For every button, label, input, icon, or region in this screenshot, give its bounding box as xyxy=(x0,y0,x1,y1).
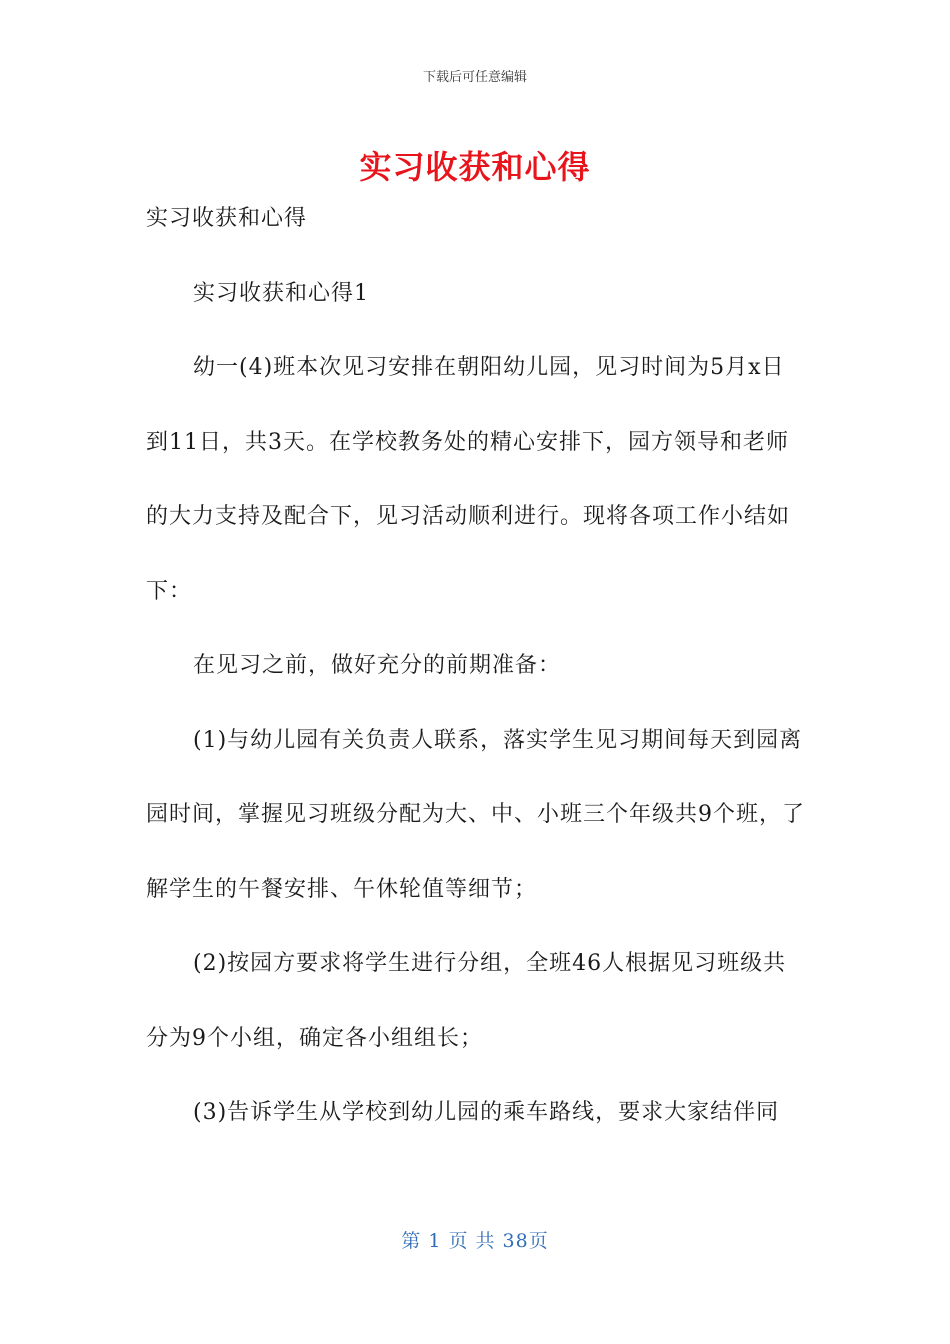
paragraph-preparation: 在见习之前，做好充分的前期准备： xyxy=(193,653,562,678)
page-number-indicator: 第 1 页 共 38页 xyxy=(401,1230,549,1252)
paragraph-section-heading: 实习收获和心得1 xyxy=(193,280,369,306)
paragraph-subtitle: 实习收获和心得 xyxy=(146,206,308,231)
document-title: 实习收获和心得 xyxy=(359,148,591,186)
paragraph-item-1: (1)与幼儿园有关负责人联系，落实学生见习期间每天到园离园时间，掌握见习班级分配为大、中、小班三个年级共9个班，了解学生的午餐安排、午休轮值等细节； xyxy=(146,727,805,902)
paragraph-item-3: (3)告诉学生从学校到幼儿园的乘车路线，要求大家结伴同 xyxy=(193,1100,780,1125)
paragraph-item-2: (2)按园方要求将学生进行分组，全班46人根据见习班级共分为9个小组，确定各小组组长； xyxy=(146,951,787,1051)
paragraph-intro: 幼一(4)班本次见习安排在朝阳幼儿园，见习时间为5月x日到11日，共3天。在学校教务处的精心安排下，园方领导和老师的大力支持及配合下，见习活动顺利进行。现将各项工作小结如下： xyxy=(146,355,791,604)
document-body xyxy=(146,182,806,1151)
page-header-note: 下载后可任意编辑 xyxy=(422,70,527,85)
